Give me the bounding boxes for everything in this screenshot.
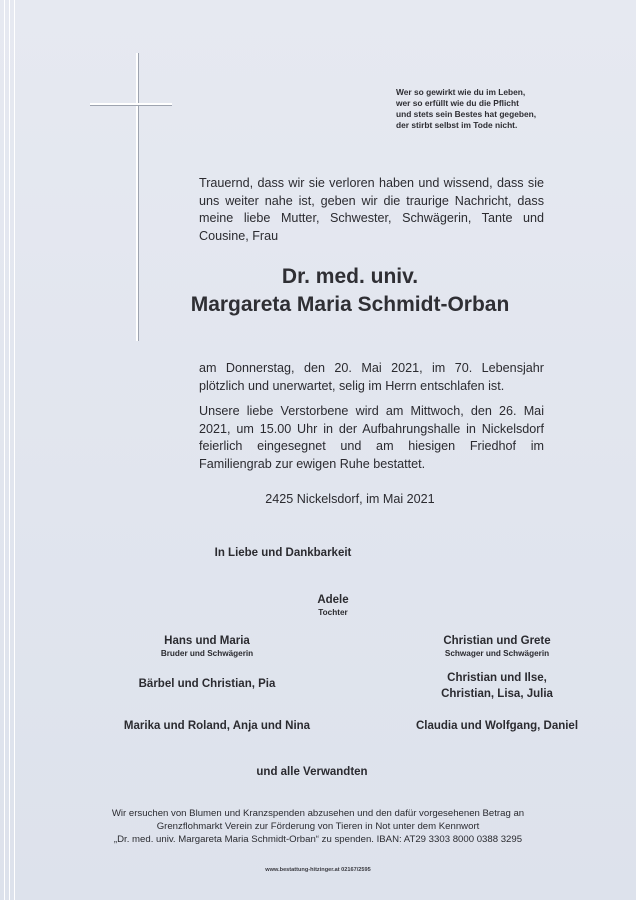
mourner-all-relatives bbox=[212, 764, 412, 780]
request-line: „Dr. med. univ. Margareta Maria Schmidt-Orban“ zu spenden. IBAN: AT29 3303 8000 0388 3295 bbox=[113, 834, 523, 845]
funeral-home-footer: www.bestattung-hitzinger.at 02167/2595 bbox=[265, 867, 371, 873]
mourner-christian-grete bbox=[392, 633, 602, 659]
decorative-edge-line bbox=[4, 0, 5, 900]
poem-line: wer so erfüllt wie du die Pflicht bbox=[396, 98, 519, 108]
decorative-edge-line bbox=[9, 0, 10, 900]
mourner-relation: Tochter bbox=[318, 608, 348, 617]
mourner-name: Christian, Lisa, Julia bbox=[441, 688, 553, 700]
death-notice: am Donnerstag, den 20. Mai 2021, im 70. Lebensjahr plötzlich und unerwartet, selig im Herrn entschlafen ist. bbox=[199, 361, 544, 393]
closing-phrase: In Liebe und Dankbarkeit bbox=[214, 547, 352, 559]
decorative-edge-line bbox=[14, 0, 15, 900]
intro-text: Trauernd, dass wir sie verloren haben und wissend, dass sie uns weiter nahe ist, geben wir die traurige Nachricht, dass meine liebe Mutter, Schwester, Schwägerin, Tante und Cousine, Frau bbox=[199, 176, 544, 243]
mourner-name: Hans und Maria bbox=[164, 635, 250, 647]
cross-horizontal-beam bbox=[90, 103, 172, 106]
poem-line: und stets sein Bestes hat gegeben, bbox=[396, 109, 537, 119]
poem-line: der stirbt selbst im Tode nicht. bbox=[396, 120, 518, 130]
poem-line: Wer so gewirkt wie du im Leben, bbox=[396, 87, 526, 97]
donation-request bbox=[68, 807, 568, 846]
mourner-name: Claudia und Wolfgang, Daniel bbox=[415, 720, 579, 732]
mourner-name: und alle Verwandten bbox=[256, 766, 368, 778]
deceased-name: Margareta Maria Schmidt-Orban bbox=[190, 293, 510, 316]
cross-vertical-beam bbox=[136, 53, 139, 341]
mourner-claudia bbox=[382, 718, 612, 734]
memorial-poem bbox=[396, 87, 596, 131]
deceased-title: Dr. med. univ. bbox=[281, 265, 419, 288]
request-line: Grenzflohmarkt Verein zur Förderung von Tieren in Not unter dem Kennwort bbox=[156, 821, 480, 832]
deceased-name-block bbox=[150, 263, 550, 319]
mourner-baerbel bbox=[102, 676, 312, 692]
mourner-name: Bärbel und Christian, Pia bbox=[138, 678, 276, 690]
mourner-relation: Bruder und Schwägerin bbox=[160, 649, 254, 658]
funeral-notice: Unsere liebe Verstorbene wird am Mittwoch, den 26. Mai 2021, um 15.00 Uhr in der Aufbahrungshalle in Nickelsdorf feierlich eingesegnet und am hiesigen Friedhof im Familiengrab zur ewigen Ruhe bestattet. bbox=[199, 404, 544, 471]
mourner-christian-ilse bbox=[392, 670, 602, 702]
mourner-name: Marika und Roland, Anja und Nina bbox=[123, 720, 311, 732]
mourner-hans-maria bbox=[112, 633, 302, 659]
mourner-relation: Schwager und Schwägerin bbox=[444, 649, 550, 658]
place-date: 2425 Nickelsdorf, im Mai 2021 bbox=[265, 492, 435, 506]
mourner-marika bbox=[82, 718, 352, 734]
mourner-name: Christian und Grete bbox=[443, 635, 551, 647]
mourner-adele bbox=[258, 592, 408, 618]
mourner-name: Christian und Ilse, bbox=[447, 672, 547, 684]
mourner-name: Adele bbox=[317, 594, 349, 606]
request-line: Wir ersuchen von Blumen und Kranzspenden abzusehen und den dafür vorgesehenen Betrag an bbox=[111, 808, 525, 819]
